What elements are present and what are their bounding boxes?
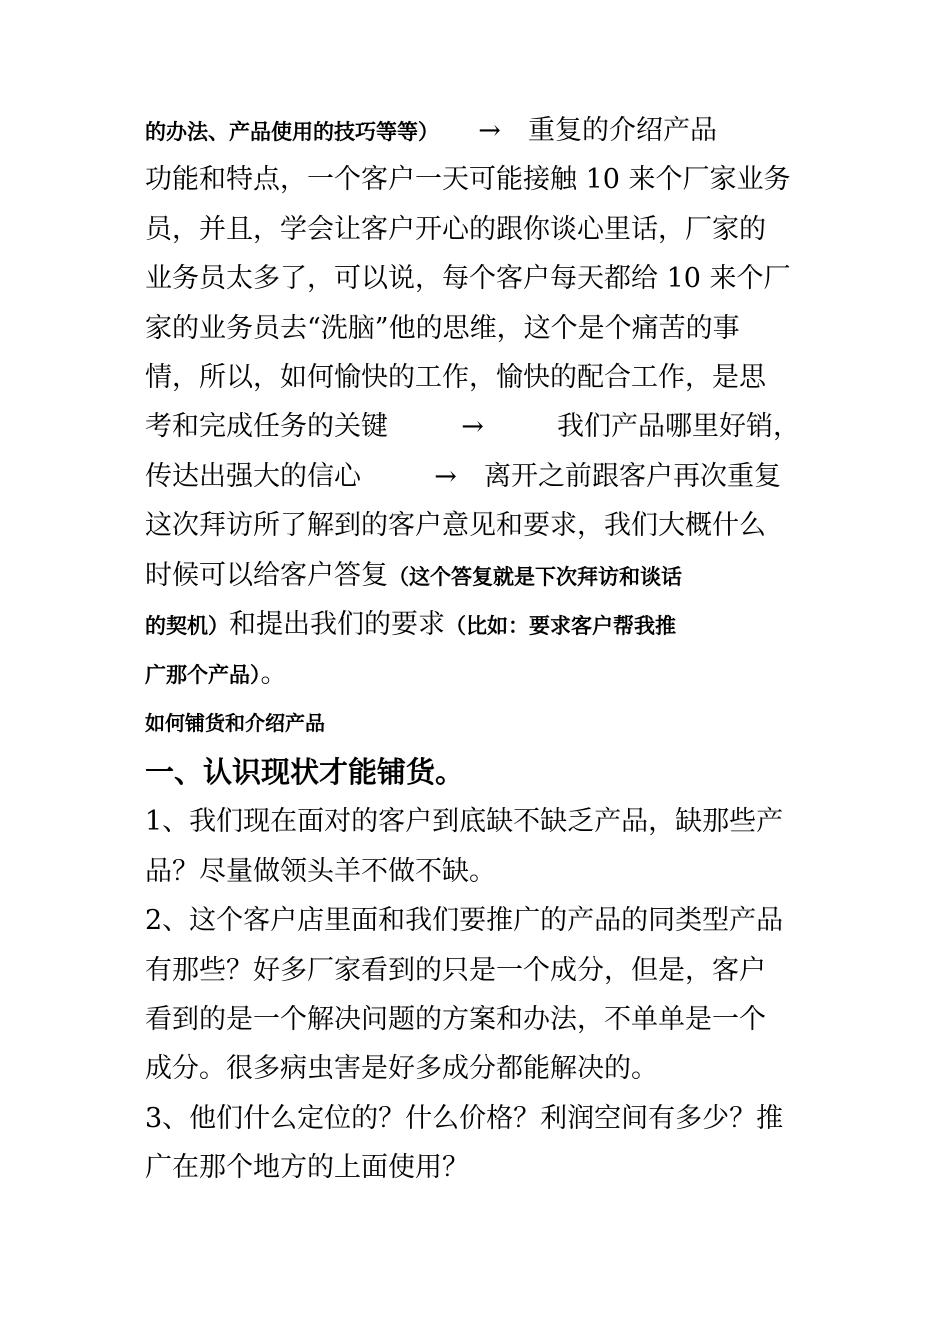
text-line-6: 情，所以，如何愉快的工作，愉快的配合工作，是思: [145, 361, 766, 393]
text-line-12: [145, 649, 810, 698]
paragraph-line: 3、他们什么定位的？什么价格？利润空间有多少？推: [145, 1102, 784, 1134]
text-fragment: 重复的介绍产品: [528, 115, 717, 146]
text-fragment: 。: [260, 658, 288, 690]
bold-fragment: 的契机）: [145, 613, 229, 638]
text-line-4: 业务员太多了，可以说，每个客户每天都给 10 来个厂: [145, 263, 791, 295]
text-line-2: 功能和特点，一个客户一天可能接触 10 来个厂家业务: [145, 164, 791, 196]
text-line-9: 这次拜访所了解到的客户意见和要求，我们大概什么: [145, 510, 766, 542]
text-line-5: 家的业务员去“洗脑”他的思维，这个是个痛苦的事: [145, 312, 740, 344]
text-fragment: 和提出我们的要求: [229, 608, 445, 640]
document-body: [145, 106, 810, 1193]
text-line-7: [145, 402, 810, 451]
text-line-11: [145, 600, 810, 649]
arrow-symbol: →: [434, 460, 457, 492]
text-fragment: 我们产品哪里好销，: [557, 411, 800, 443]
paragraph-line: 有那些？好多厂家看到的只是一个成分，但是，客户: [145, 954, 766, 986]
text-fragment: 传达出强大的信心: [145, 460, 361, 492]
text-line-8: [145, 452, 810, 501]
text-fragment: 时候可以给客户答复: [145, 559, 388, 591]
paragraph-line: 2、这个客户店里面和我们要推广的产品的同类型产品: [145, 905, 784, 937]
text-line-3: 员，并且，学会让客户开心的跟你谈心里话，厂家的: [145, 213, 766, 245]
paragraph-line: 广在那个地方的上面使用？: [145, 1152, 469, 1184]
paragraph-line: 1、我们现在面对的客户到底缺不缺乏产品，缺那些产: [145, 806, 784, 838]
text-fragment: 考和完成任务的关键: [145, 411, 388, 443]
arrow-symbol: →: [461, 411, 484, 443]
paragraph-line: 品？尽量做领头羊不做不缺。: [145, 855, 496, 887]
paragraph-line: 成分。很多病虫害是好多成分都能解决的。: [145, 1053, 658, 1085]
text-fragment: 离开之前跟客户再次重复: [484, 460, 781, 492]
section-heading: 一、认识现状才能铺货。: [145, 755, 465, 790]
bold-fragment: 广那个产品）: [145, 663, 261, 688]
bold-fragment: （比如：要求客户帮我推: [445, 613, 676, 638]
bold-fragment: （这个答复就是下次拜访和谈话: [388, 564, 682, 589]
arrow-symbol: →: [478, 115, 501, 146]
text-line-1: [145, 106, 810, 155]
bold-fragment: 的办法、产品使用的技巧等等）: [145, 120, 439, 144]
text-line-10: [145, 551, 810, 600]
section-title: 如何铺货和介绍产品: [145, 710, 325, 735]
paragraph-line: 看到的是一个解决问题的方案和办法，不单单是一个: [145, 1004, 766, 1036]
